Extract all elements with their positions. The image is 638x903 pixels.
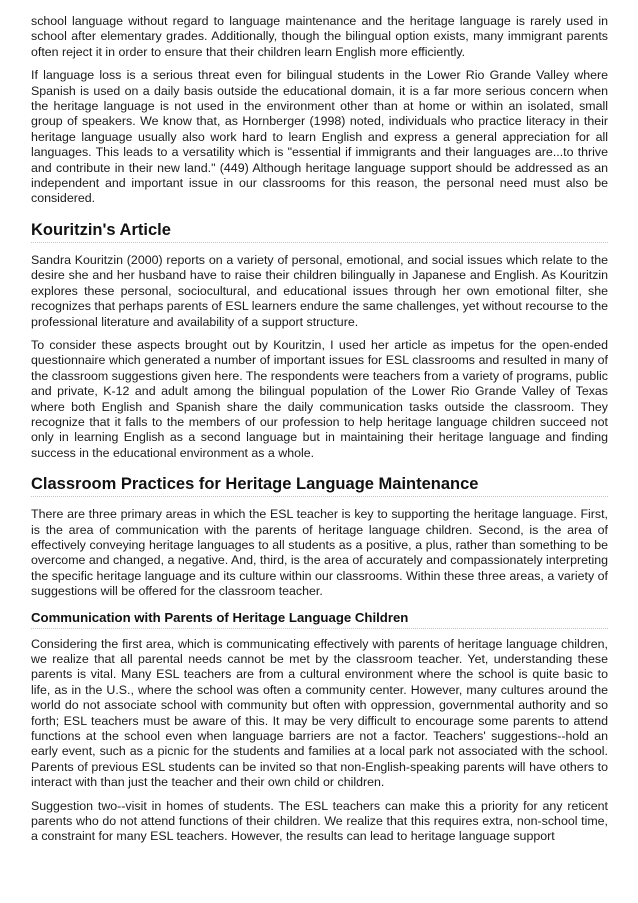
paragraph-practices-1: There are three primary areas in which the ESL teacher is key to supporting the heritage language. First, is the area of communication with the parents of heritage language children. Second, is the area of effectively conveying heritage languages to all students as a positive, a plus, rather than something to be overcome and changed, a negative. And, third, is the area of accurately and compassionately interpreting the specific heritage language and its culture within our classrooms. Within these three areas, a variety of suggestions will be offered for the classroom teacher. <box>31 507 608 599</box>
paragraph-kouritzin-2: To consider these aspects brought out by Kouritzin, I used her article as impetus for the open-ended questionnaire which generated a number of important issues for ESL classrooms and resulted in many of the classroom suggestions given here. The respondents were teachers from a variety of programs, public and private, K-12 and adult among the bilingual population of the Lower Rio Grande Valley of Texas where both English and Spanish share the daily communication tasks outside the classroom. They recognize that it falls to the members of our profession to help heritage language children succeed not only in learning English as a second language but in maintaining their heritage language and finding success in the educational environment as a whole. <box>31 337 608 460</box>
document-page <box>31 14 608 853</box>
paragraph-language-loss: If language loss is a serious threat even for bilingual students in the Lower Rio Grande Valley where Spanish is used on a daily basis outside the educational domain, it is a far more serious concern when the heritage language is not used in the environment other than at home or within an isolated, small group of speakers. We know that, as Hornberger (1998) noted, individuals who practice literacy in their heritage language usually also work hard to learn English and express a general appreciation for all languages. This leads to a versatility which is "essential if immigrants and their languages are...to thrive and contribute in their new land." (449) Although heritage language support should be addressed as an independent and important issue in our classrooms for this reason, the personal need must also be considered. <box>31 68 608 206</box>
paragraph-intro-continuation: school language without regard to language maintenance and the heritage language is rarely used in school after elementary grades. Additionally, though the bilingual option exists, many immigrant parents often reject it in order to ensure that their children learn English more efficiently. <box>31 14 608 59</box>
paragraph-parents-1: Considering the first area, which is communicating effectively with parents of heritage language children, we realize that all parental needs cannot be met by the classroom teacher. Yet, understanding these parents is vital. Many ESL teachers are from a cultural environment where the school is quite basic to life, as in the U.S., where the school was often a community center. However, many cultures around the world do not associate school with community but often with oppression, governmental authority and so forth; ESL teachers must be aware of this. It may be very difficult to encourage some parents to attend functions at the school even when language barriers are not a factor. Teachers' suggestions--hold an early event, such as a picnic for the students and families at a local park not associated with the school. Parents of previous ESL students can be invited so that non-English-speaking parents will have others to interact with than just the teacher and their own child or children. <box>31 636 608 790</box>
heading-communication-with-parents: Communication with Parents of Heritage Language Children <box>31 610 608 629</box>
paragraph-parents-2: Suggestion two--visit in homes of students. The ESL teachers can make this a priority for any reticent parents who do not attend functions of their children. We realize that this requires extra, non-school time, a constraint for many ESL teachers. However, the results can lead to heritage language support <box>31 798 608 844</box>
heading-kouritzins-article: Kouritzin's Article <box>31 220 608 243</box>
heading-classroom-practices: Classroom Practices for Heritage Language Maintenance <box>31 474 608 497</box>
paragraph-kouritzin-1: Sandra Kouritzin (2000) reports on a variety of personal, emotional, and social issues which relate to the desire she and her husband have to raise their children bilingually in Japanese and English. As Kouritzin explores these personal, sociocultural, and educational issues through her own emotional filter, she recognizes that perhaps parents of ESL learners endure the same challenges, yet without recourse to the professional literature and availability of a support structure. <box>31 252 608 329</box>
